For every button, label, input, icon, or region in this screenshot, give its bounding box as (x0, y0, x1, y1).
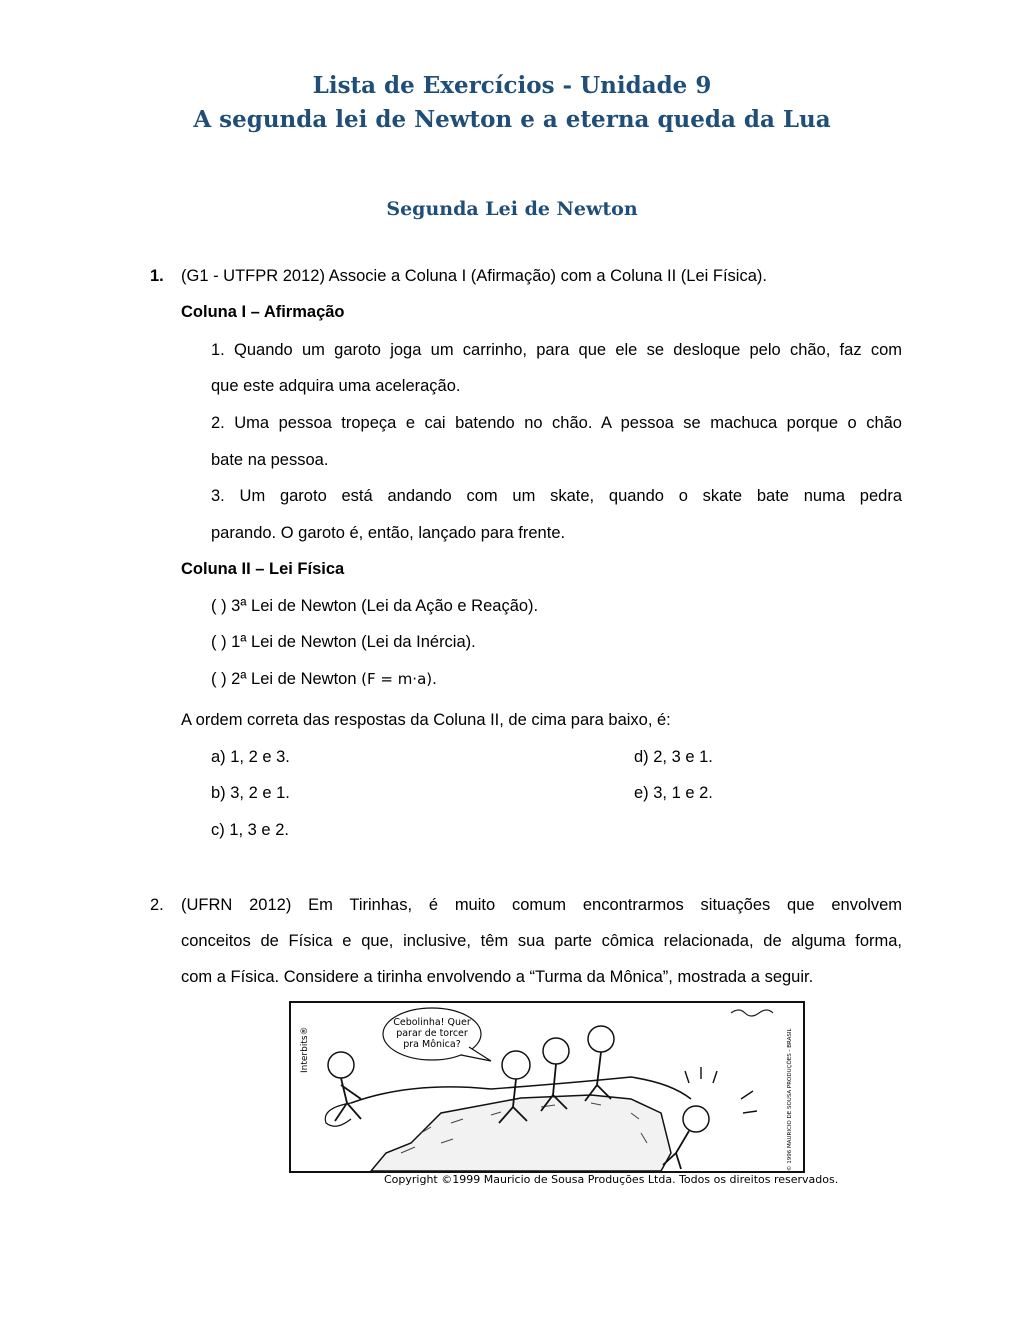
left-kid-head (328, 1052, 354, 1078)
kid-2-head (543, 1038, 569, 1064)
question-1-prompt: A ordem correta das respostas da Coluna II, de cima para baixo, é: (181, 711, 671, 729)
question-number-1: 1. (150, 267, 164, 285)
comic-right-label: © 1996 MAURICIO DE SOUSA PRODUÇÕES - BRASIL (787, 1028, 793, 1171)
statement-3-line-1: 3. Um garoto está andando com um skate, quando o skate bate numa pedra (211, 487, 902, 505)
statement-1-line-2: que este adquira uma aceleração. (211, 377, 461, 395)
hanging-kid-head (683, 1106, 709, 1132)
statement-2-line-1: 2. Uma pessoa tropeça e cai batendo no chão. A pessoa se machuca porque o chão (211, 414, 902, 432)
page-title: Lista de Exercícios - Unidade 9 (312, 72, 712, 99)
comic-illustration (291, 1003, 803, 1171)
law-2-text: ( ) 2ª Lei de Newton (211, 670, 362, 688)
speech-line-2: parar de torcer (396, 1028, 468, 1039)
option-c: c) 1, 3 e 2. (211, 821, 289, 839)
question-2-line-3: com a Física. Considere a tirinha envolvendo a “Turma da Mônica”, mostrada a seguir. (181, 968, 814, 986)
kid-3-body (585, 1052, 611, 1101)
question-2-line-1: (UFRN 2012) Em Tirinhas, é muito comum encontrarmos situações que envolvem (181, 896, 902, 914)
option-d: d) 2, 3 e 1. (634, 748, 713, 766)
law-1-item: ( ) 1ª Lei de Newton (Lei da Inércia). (211, 633, 476, 651)
option-e: e) 3, 1 e 2. (634, 784, 713, 802)
section-heading: Segunda Lei de Newton (386, 198, 638, 220)
option-a: a) 1, 2 e 3. (211, 748, 290, 766)
cliff (371, 1095, 671, 1171)
rope-coil (325, 1103, 351, 1126)
speech-line-3: pra Mônica? (403, 1039, 461, 1050)
newton-formula: (F = m·a). (361, 670, 437, 688)
comic-strip (289, 1001, 805, 1173)
left-kid-body (335, 1078, 361, 1121)
statement-1-line-1: 1. Quando um garoto joga um carrinho, para que ele se desloque pelo chão, faz com (211, 341, 902, 359)
column-1-heading: Coluna I – Afirmação (181, 303, 345, 321)
law-2-item (211, 668, 437, 690)
statement-2-line-2: bate na pessoa. (211, 451, 329, 469)
law-3-item: ( ) 3ª Lei de Newton (Lei da Ação e Reação). (211, 597, 539, 615)
statement-3-line-2: parando. O garoto é, então, lançado para frente. (211, 524, 566, 542)
question-2-line-2: conceitos de Física e que, inclusive, têm sua parte cômica relacionada, de alguma forma, (181, 932, 902, 950)
question-number-2: 2. (150, 896, 164, 914)
kid-3-head (588, 1026, 614, 1052)
artist-signature (731, 1010, 773, 1016)
option-b: b) 3, 2 e 1. (211, 784, 290, 802)
page-subtitle: A segunda lei de Newton e a eterna queda da Lua (193, 106, 831, 133)
kid-1-head (502, 1051, 530, 1079)
comic-copyright: Copyright ©1999 Mauricio de Sousa Produções Ltda. Todos os direitos reservados. (384, 1173, 839, 1186)
speech-line-1: Cebolinha! Quer (393, 1017, 471, 1028)
question-1-intro: (G1 - UTFPR 2012) Associe a Coluna I (Afirmação) com a Coluna II (Lei Física). (181, 267, 767, 285)
interbits-label: Interbits® (300, 1026, 310, 1073)
column-2-heading: Coluna II – Lei Física (181, 560, 345, 578)
